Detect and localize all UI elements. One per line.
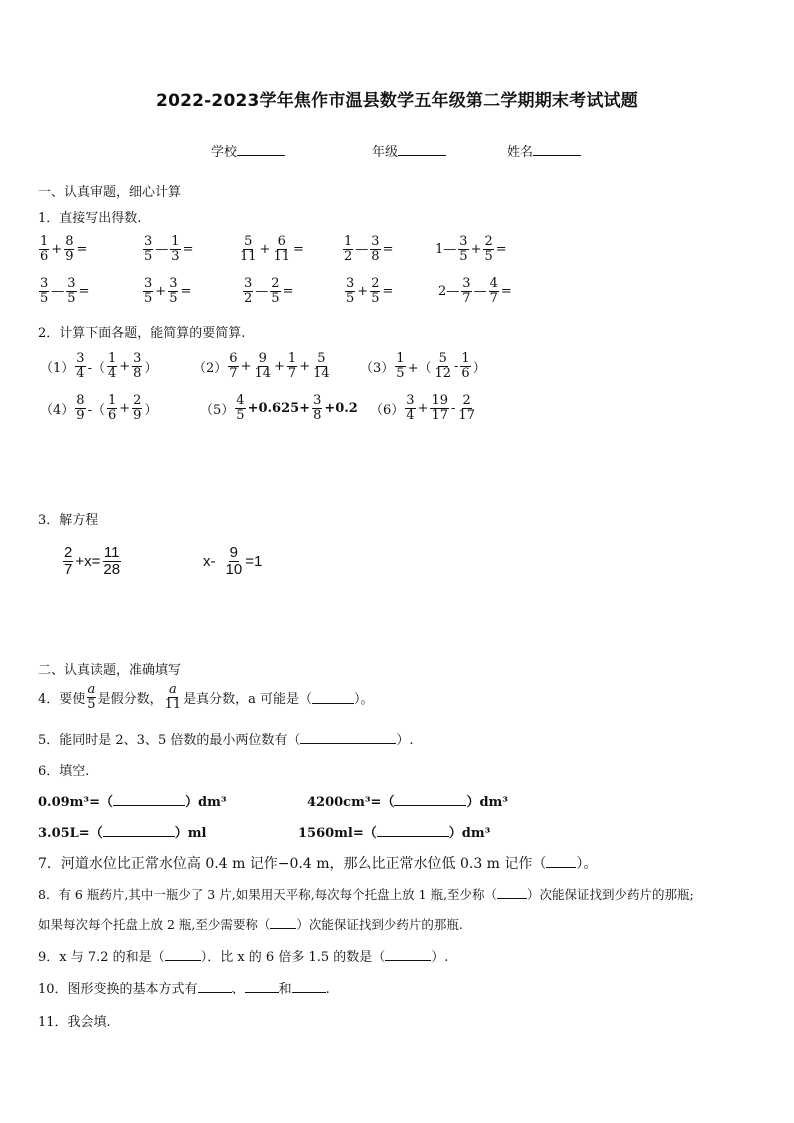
q8-text-2: 如果每次每个托盘上放 2 瓶,至少需要称（ [38,917,271,932]
q4-text-1: 4．要使 [38,691,86,707]
q6-item-2-blank[interactable] [394,793,466,806]
q6-item-4-post: ）dm³ [448,826,491,841]
question-9 [38,946,448,965]
q7-text: 7．河道水位比正常水位高 0.4 m 记作−0.4 m，那么比正常水位低 0.3 m 记作（ [38,856,547,872]
q2-item-5-number: （5） [200,402,235,418]
q1-item-3: $\frac{5}{11}$ + $\frac{6}{11}$ = [240,234,304,264]
q5-answer-blank[interactable] [300,731,396,744]
q2-item-4: （4） $\frac{8}{9}$ -（ $\frac{1}{6}$ + $\frac{2}{9}$ ） [40,393,158,423]
q2-item-5: （5） $\frac{4}{5}$ +0.625+ $\frac{3}{8}$ +0.2 [200,393,358,423]
q6-item-2 [307,791,508,810]
question-5 [38,729,414,748]
q9-text-3: ）. [431,950,449,965]
q1-item-1: $\frac{1}{6}$ + $\frac{8}{9}$ = [40,234,88,264]
q2-item-1: （1） $\frac{3}{4}$ -（ $\frac{1}{4}$ + $\frac{3}{8}$ ） [40,351,158,381]
q4-answer-blank[interactable] [312,691,354,704]
q6-item-1-pre: 0.09m³=（ [38,795,114,810]
question-4: 4．要使 $\frac{a}{5}$ 是假分数， $\frac{a}{11}$ 是真分数，a 可能是（ ）。 [38,682,374,712]
q9-answer-blank-2[interactable] [385,948,431,961]
school-label: 学校 [211,145,238,160]
q2-item-2: （2） $\frac{6}{7}$ + $\frac{9}{14}$ + $\frac{1}{7}$ + $\frac{5}{14}$ [193,351,330,381]
question-7 [38,853,597,873]
grade-field [372,141,446,160]
school-blank[interactable] [237,143,285,156]
page-title: 2022-2023学年焦作市温县数学五年级第二学期期末考试试题 [156,91,638,111]
q6-item-1-post: ）dm³ [185,795,227,810]
q2-item-3: （3） $\frac{1}{5}$ +（ $\frac{5}{12}$ - $\frac{1}{6}$ ） [360,351,486,381]
q1-item-4: $\frac{1}{2}$ — $\frac{3}{8}$ = [344,234,394,264]
q9-answer-blank-1[interactable] [165,948,201,961]
name-label: 姓名 [507,145,534,160]
q2-item-6: （6） $\frac{3}{4}$ + $\frac{19}{17}$ - $\frac{2}{17}$ [370,393,475,423]
q10-text-2: 、 [231,982,245,997]
q6-item-3 [38,822,206,841]
q10-text-4: . [325,982,330,997]
question-8-line-1 [38,885,694,903]
q6-item-2-pre: 4200cm³=（ [307,795,395,810]
q10-text-3: 和 [278,982,292,997]
q2-item-6-number: （6） [370,402,405,418]
q10-answer-blank-1[interactable] [198,980,232,993]
q8-answer-blank-2[interactable] [270,916,296,929]
q6-item-1 [38,791,227,810]
q1-item-8: $\frac{3}{2}$ — $\frac{2}{5}$ = [244,276,294,306]
q6-item-4 [298,822,490,841]
q6-item-1-blank[interactable] [113,793,185,806]
q10-answer-blank-2[interactable] [245,980,279,993]
q5-text-end: ）. [396,733,414,748]
school-field [211,141,285,160]
q1-item-9: $\frac{3}{5}$ + $\frac{2}{5}$ = [346,276,394,306]
question-8-line-2 [38,915,463,933]
q1-item-6: $\frac{3}{5}$ — $\frac{3}{5}$ = [40,276,90,306]
q9-text-2: ）．比 x 的 6 倍多 1.5 的数是（ [200,950,386,965]
q5-text: 5．能同时是 2、3、5 倍数的最小两位数有（ [38,733,301,748]
q6-item-2-post: ）dm³ [466,795,508,810]
q1-item-5: 1— $\frac{3}{5}$ + $\frac{2}{5}$ = [435,234,507,264]
question-10 [38,978,330,997]
name-blank[interactable] [533,143,581,156]
grade-blank[interactable] [398,143,446,156]
equation-1-operator: +x= [75,552,101,570]
q4-text-2: 是假分数， [97,691,163,707]
q1-item-7: $\frac{3}{5}$ + $\frac{3}{5}$ = [144,276,192,306]
q6-item-3-pre: 3.05L=（ [38,826,103,841]
question-11: 11．我会填. [38,1015,111,1030]
question-1-label: 1．直接写出得数. [38,211,142,226]
name-field [507,141,581,160]
q10-text-1: 10．图形变换的基本方式有 [38,982,198,997]
equation-2: x- $\frac{9}{10}$ =1 [203,544,263,578]
equation-2-suffix: =1 [245,552,263,570]
equation-1: $\frac{2}{7}$ +x= $\frac{11}{28}$ [64,544,121,578]
q6-item-3-blank[interactable] [103,824,175,837]
question-3-label: 3．解方程 [38,513,99,528]
q6-item-4-pre: 1560ml=（ [298,826,377,841]
question-6-label: 6．填空. [38,764,90,779]
q2-item-1-number: （1） [40,360,75,376]
q6-item-3-post: ）ml [174,826,207,841]
q8-text-1-end: ）次能保证找到少药片的那瓶; [527,887,694,902]
q2-item-2-number: （2） [193,360,228,376]
q8-answer-blank-1[interactable] [497,886,527,899]
section-1-heading: 一、认真审题，细心计算 [38,185,182,200]
q4-text-3: 是真分数，a 可能是（ [183,691,313,707]
section-2-heading: 二、认真读题，准确填写 [38,663,182,678]
q8-text-2-end: ）次能保证找到少药片的那瓶. [296,917,463,932]
q4-text-4: ）。 [354,691,374,707]
grade-label: 年级 [372,145,399,160]
equation-2-prefix: x- [203,552,216,570]
q7-answer-blank[interactable] [546,855,576,868]
q2-item-4-number: （4） [40,402,75,418]
q9-text-1: 9．x 与 7.2 的和是（ [38,950,165,965]
q1-item-10: 2— $\frac{3}{7}$ — $\frac{4}{7}$ = [438,276,512,306]
question-2-label: 2．计算下面各题，能简算的要简算. [38,326,246,341]
q8-text-1: 8．有 6 瓶药片,其中一瓶少了 3 片,如果用天平称,每次每个托盘上放 1 瓶,至少称（ [38,887,498,902]
q10-answer-blank-3[interactable] [292,980,326,993]
q2-item-3-number: （3） [360,360,395,376]
q6-item-4-blank[interactable] [377,824,449,837]
q1-item-2: $\frac{3}{5}$ — $\frac{1}{3}$ = [144,234,194,264]
q7-text-end: ）。 [576,856,598,872]
